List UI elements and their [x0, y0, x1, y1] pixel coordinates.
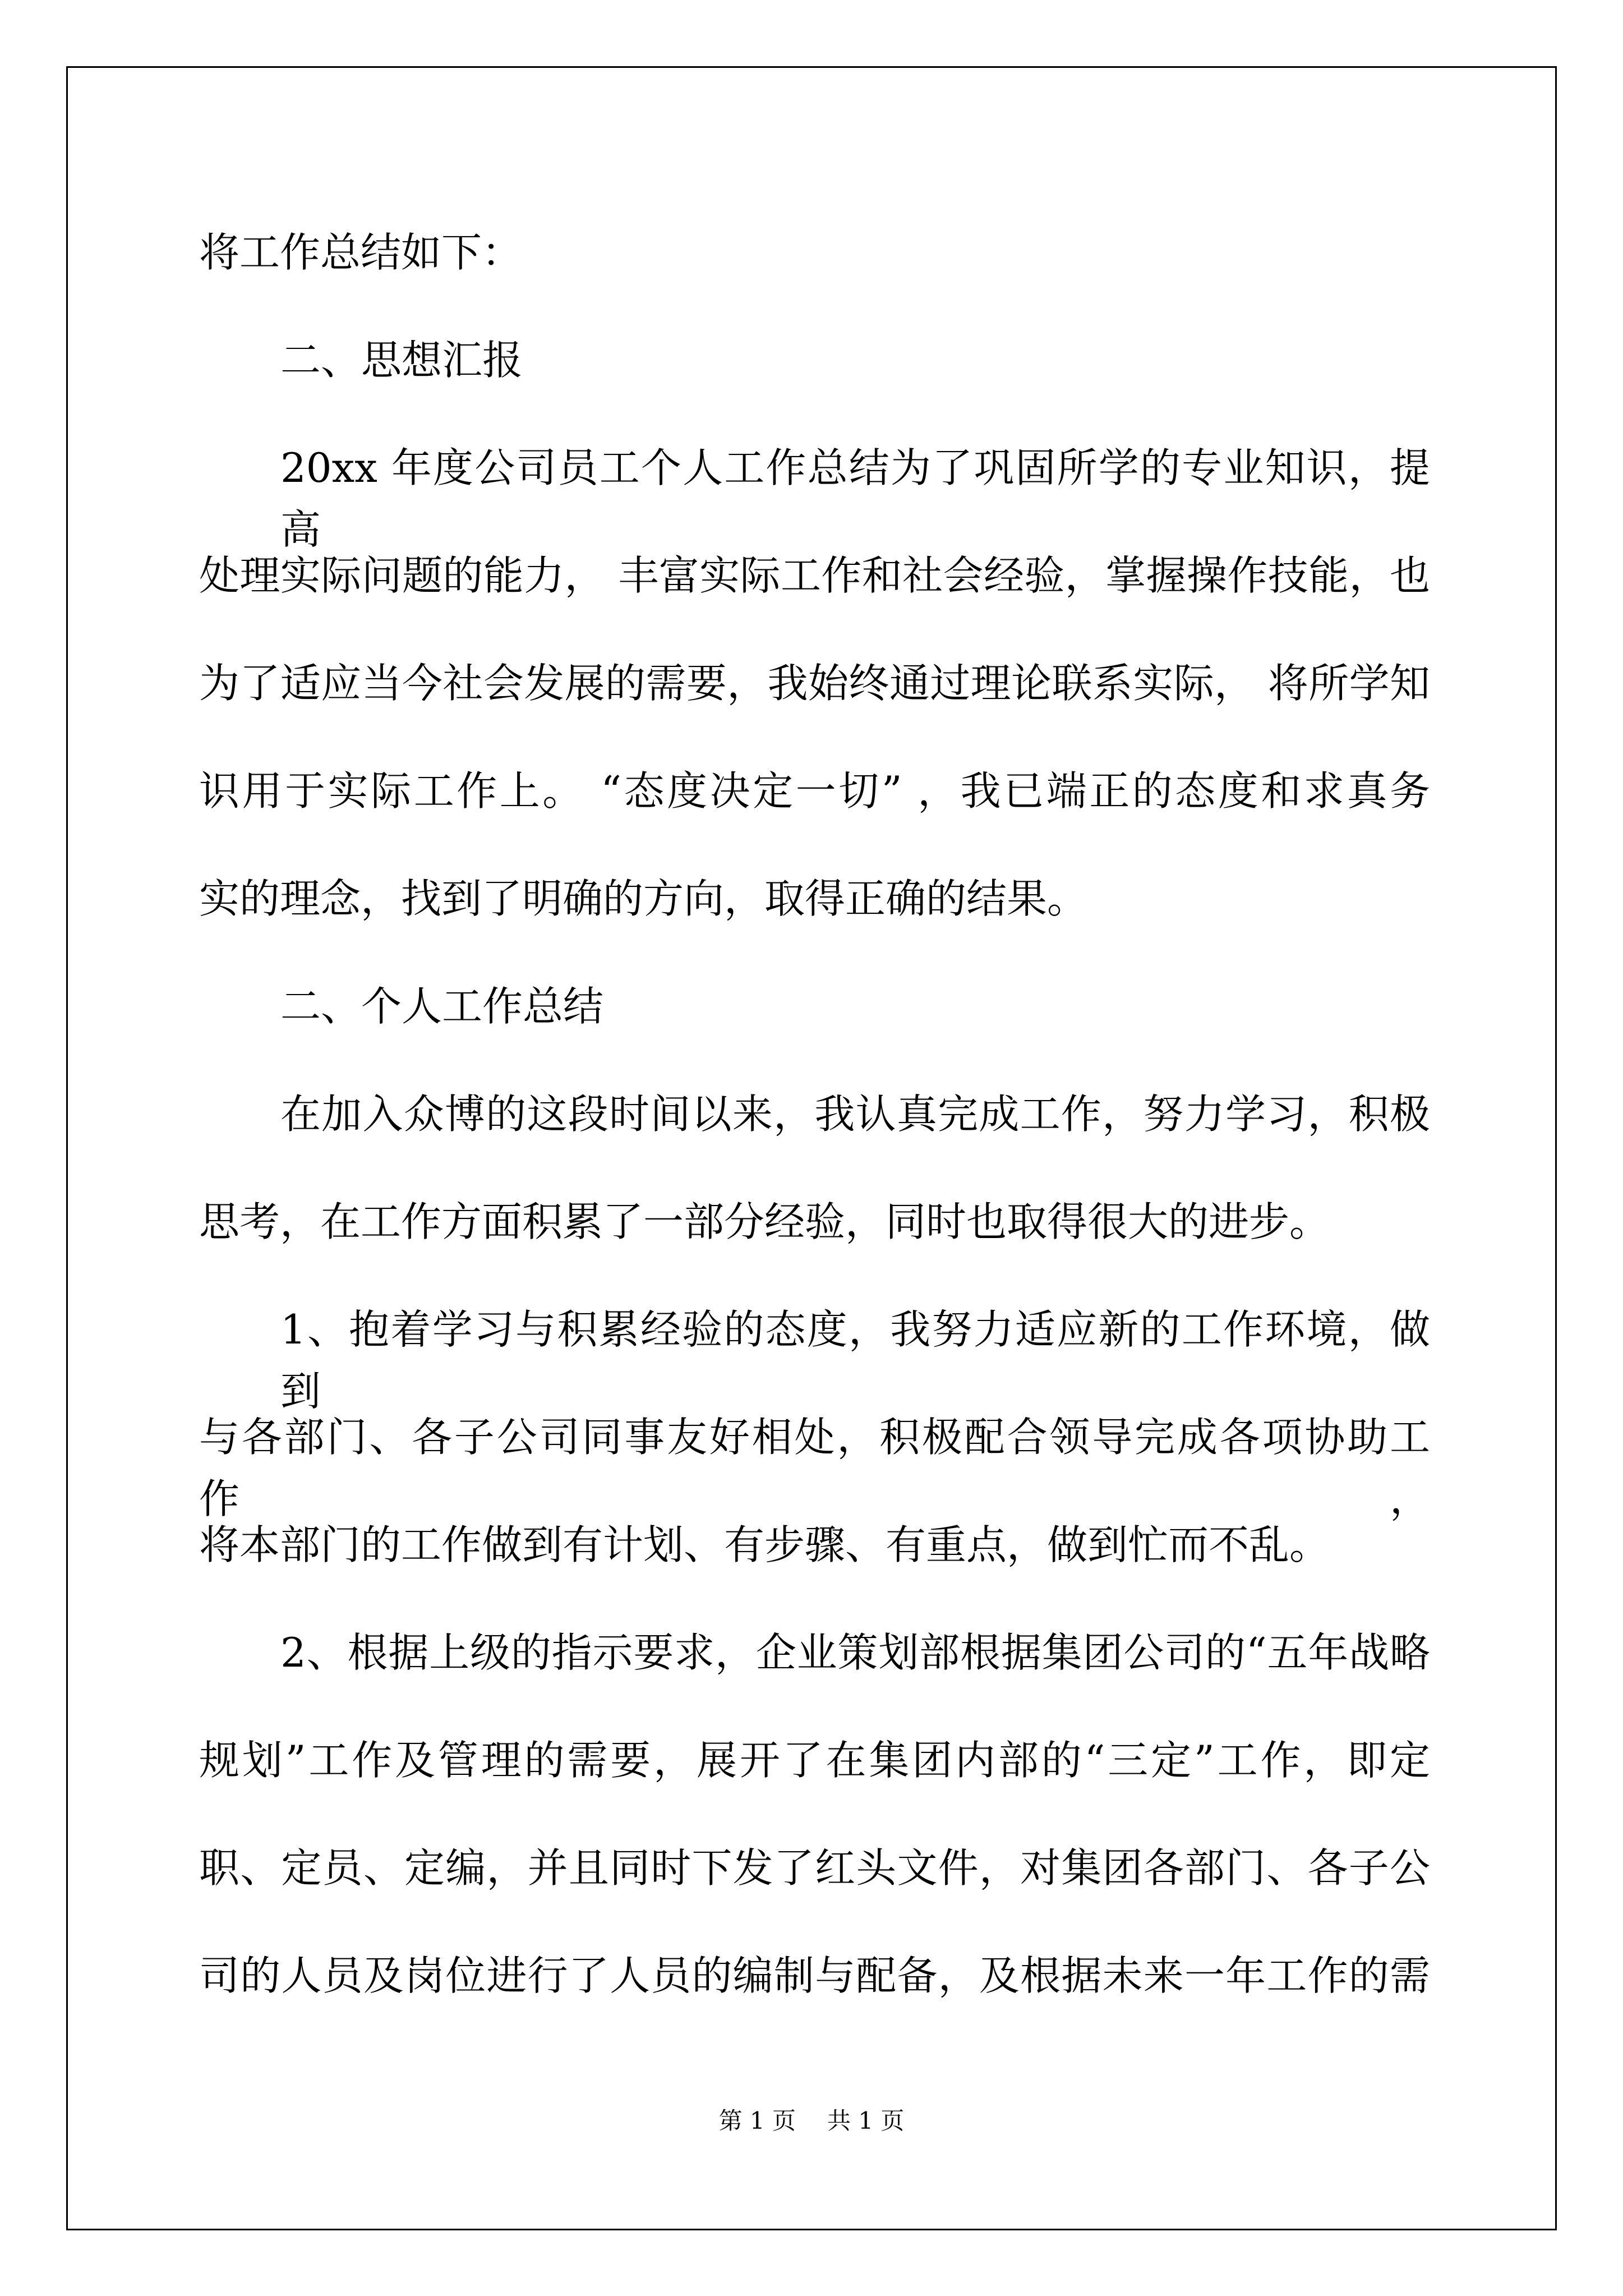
text-line-10	[199, 1191, 1430, 1299]
section-heading-thoughts	[199, 329, 1430, 437]
text-line-11: 1、抱着学习与积累经验的态度，我努力适应新的工作环境，做到	[280, 1306, 1430, 1415]
text-line-17: 司的人员及岗位进行了人员的编制与配备，及根据未来一年工作的需	[199, 1952, 1430, 1999]
line-text: 将工作总结如下：	[199, 229, 523, 276]
text-line-5: 为了适应当今社会发展的需要，我始终通过理论联系实际， 将所学知	[199, 660, 1430, 707]
text-line-4: 处理实际问题的能力， 丰富实际工作和社会经验，掌握操作技能，也	[199, 552, 1430, 599]
line-text: 思考，在工作方面积累了一部分经验，同时也取得很大的进步。	[199, 1198, 1330, 1245]
page-footer	[0, 2102, 1623, 2136]
text-line-16: 职、定员、定编，并且同时下发了红头文件，对集团各部门、各子公	[199, 1844, 1430, 1892]
section-heading-summary	[199, 976, 1430, 1083]
page-number-current: 第 1 页	[718, 2107, 796, 2134]
text-line-7	[199, 868, 1430, 976]
text-line-15: 规划”工作及管理的需要，展开了在集团内部的“三定”工作，即定	[199, 1737, 1430, 1784]
line-text: 实的理念，找到了明确的方向，取得正确的结果。	[199, 875, 1088, 922]
line-text: 二、个人工作总结	[280, 983, 604, 1030]
line-text: 二、思想汇报	[280, 337, 523, 384]
text-line-1	[199, 222, 1430, 329]
text-line-9: 在加入众博的这段时间以来，我认真完成工作，努力学习，积极	[280, 1091, 1430, 1138]
text-line-3: 20xx 年度公司员工个人工作总结为了巩固所学的专业知识，提高	[280, 444, 1430, 553]
document-body	[199, 222, 1430, 2053]
line-text: 将本部门的工作做到有计划、有步骤、有重点，做到忙而不乱。	[199, 1521, 1330, 1568]
text-line-6: 识用于实际工作上。 “态度决定一切” ，我已端正的态度和求真务	[199, 767, 1430, 815]
page-number-total: 共 1 页	[827, 2107, 905, 2134]
text-line-14: 2、根据上级的指示要求，企业策划部根据集团公司的“五年战略	[280, 1629, 1430, 1676]
text-line-13	[199, 1514, 1430, 1622]
text-line-12: 与各部门、各子公司同事友好相处，积极配合领导完成各项协助工作，	[199, 1414, 1430, 1522]
